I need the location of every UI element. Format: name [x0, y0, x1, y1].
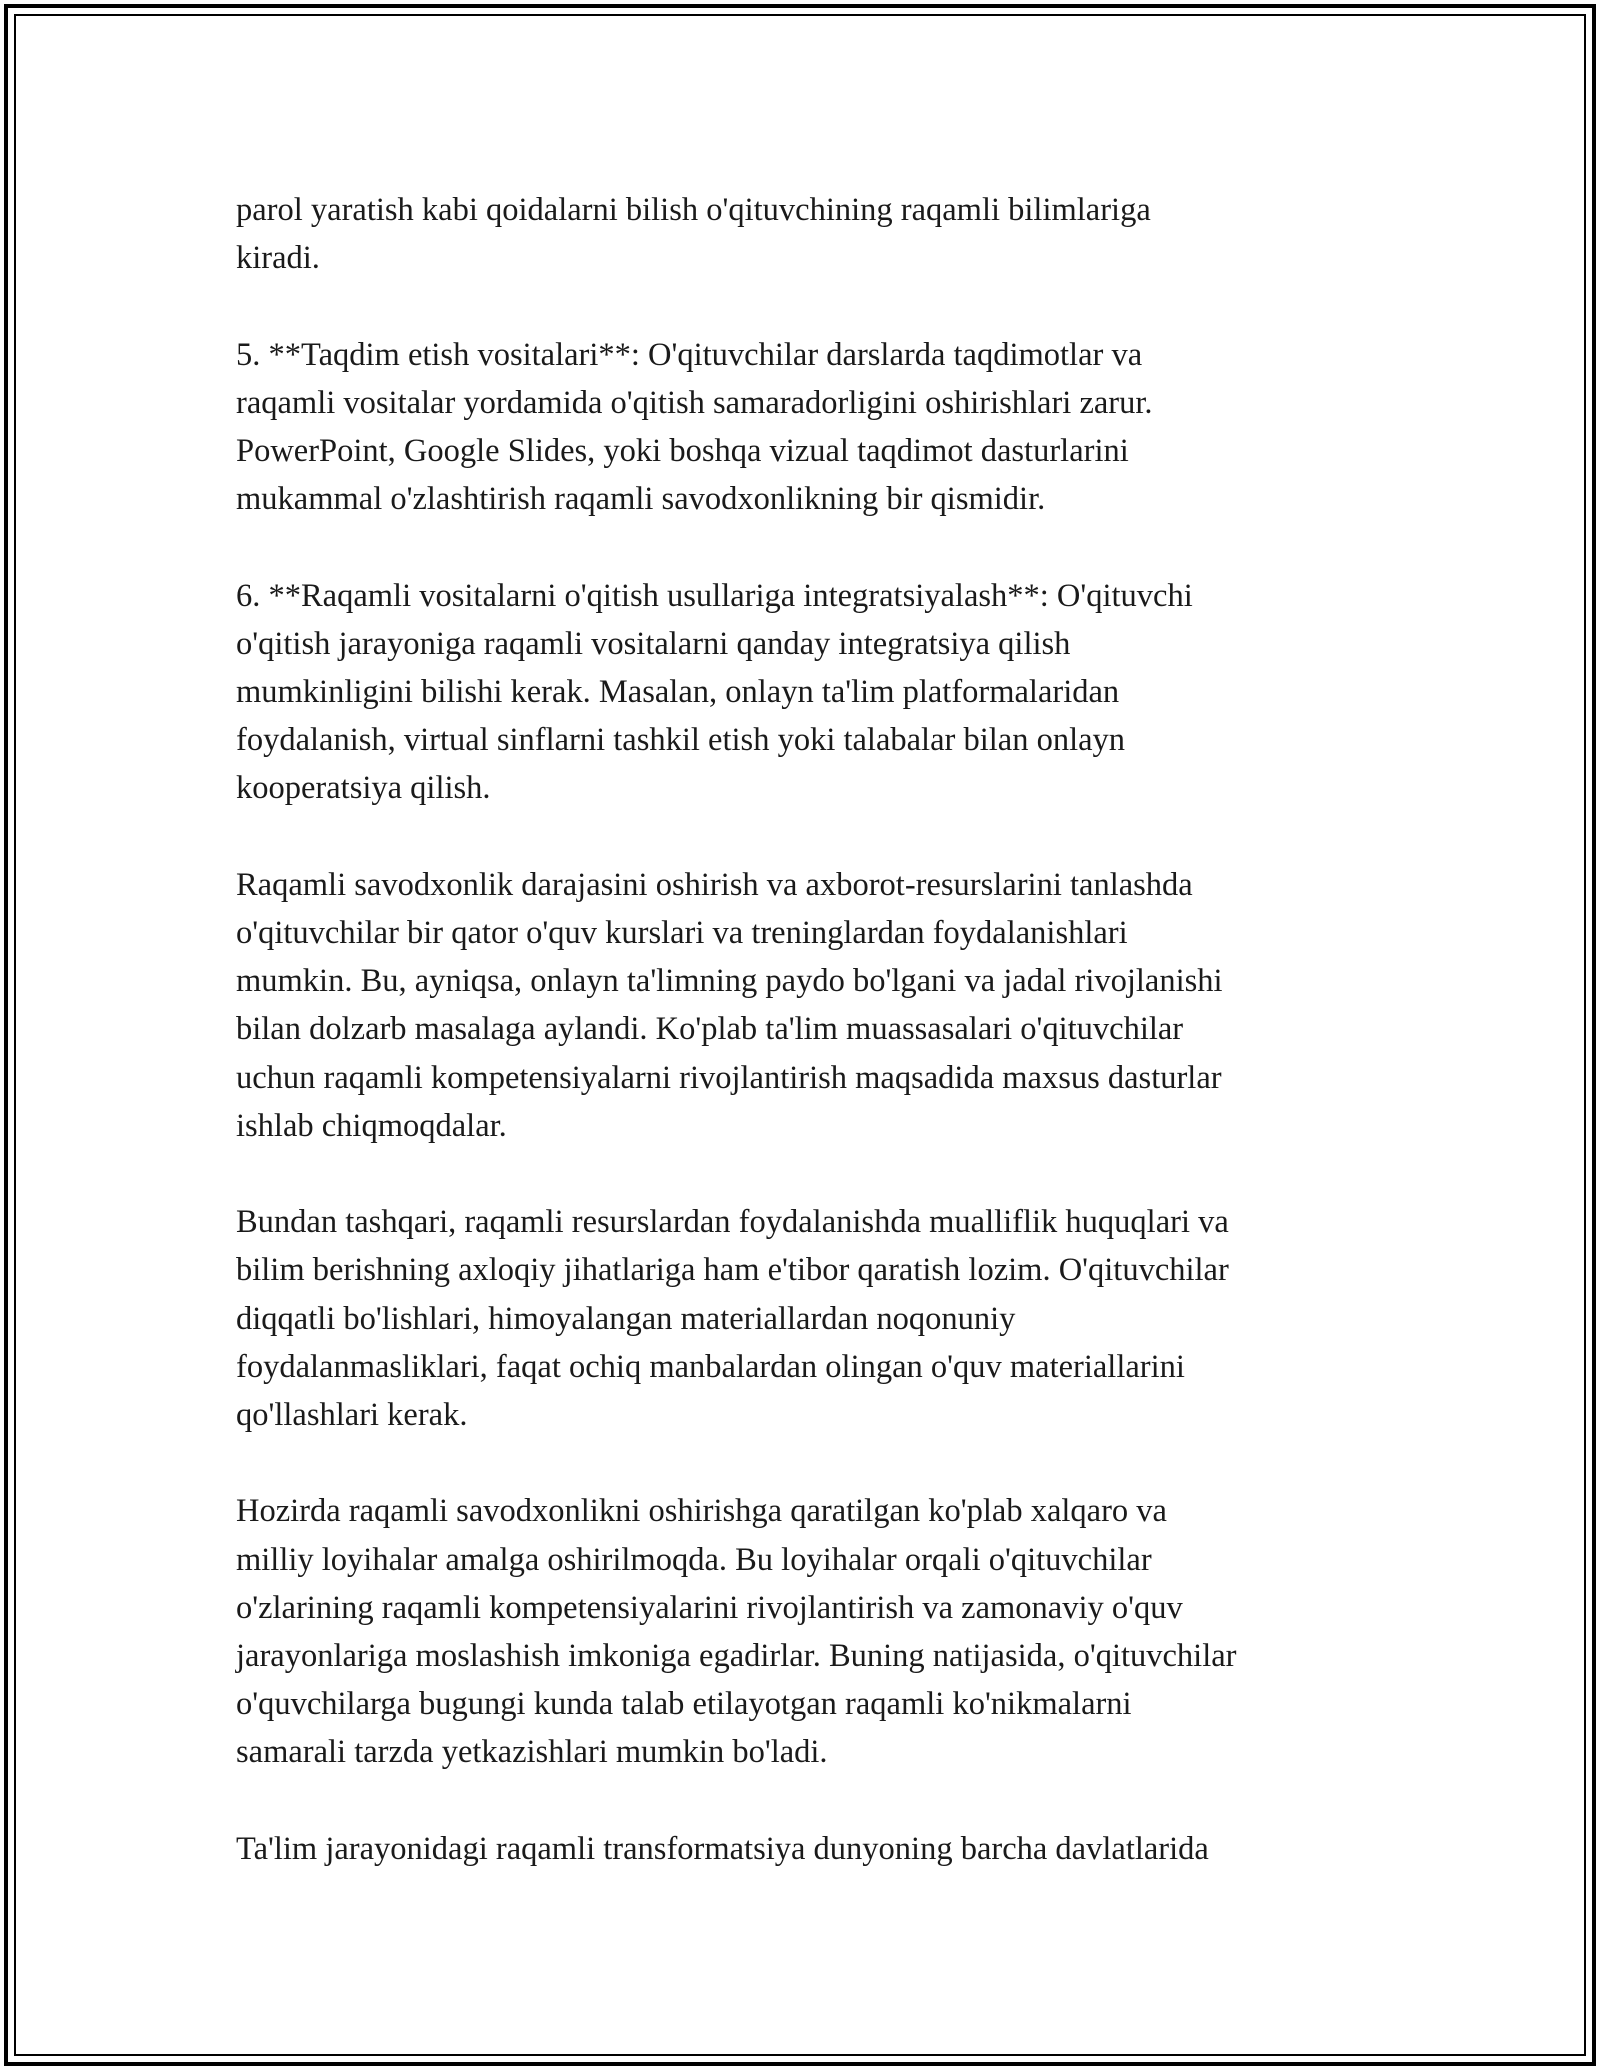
text-line: ishlab chiqmoqdalar. [236, 1107, 507, 1144]
text-line: jarayonlariga moslashish imkoniga egadirlar. Buning natijasida, o'qituvchilar [236, 1638, 1237, 1675]
text-line: Raqamli savodxonlik darajasini oshirish va axborot-resurslarini tanlashda [236, 866, 1193, 903]
text-line: kiradi. [236, 240, 320, 277]
text-line: mumkinligini bilishi kerak. Masalan, onlayn ta'lim platformalaridan [236, 674, 1120, 710]
text-line: o'zlarining raqamli kompetensiyalarini rivojlantirish va zamonaviy o'quv [236, 1589, 1183, 1626]
text-line: parol yaratish kabi qoidalarni bilish o'qituvchining raqamli bilimlariga [236, 192, 1151, 228]
paragraph-copyright [236, 1198, 1376, 1439]
text-line: milliy loyihalar amalga oshirilmoqda. Bu loyihalar orqali o'qituvchilar [236, 1541, 1152, 1578]
text-line: kooperatsiya qilish. [236, 770, 491, 807]
text-line: samarali tarzda yetkazishlari mumkin bo'ladi. [236, 1734, 828, 1771]
paragraph-training [236, 861, 1376, 1150]
paragraph-transformation [236, 1825, 1376, 1873]
paragraph-item-5 [236, 331, 1376, 524]
text-line: diqqatli bo'lishlari, himoyalangan materiallardan noqonuniy [236, 1300, 1016, 1337]
document-body [236, 186, 1376, 1921]
text-line: Hozirda raqamli savodxonlikni oshirishga qaratilgan ko'plab xalqaro va [236, 1493, 1167, 1530]
text-line: 6. **Raqamli vositalarni o'qitish usullariga integratsiyalash**: O'qituvchi [236, 577, 1193, 614]
text-line: o'qitish jarayoniga raqamli vositalarni qanday integratsiya qilish [236, 625, 1071, 662]
text-line: foydalanmasliklari, faqat ochiq manbalardan olingan o'quv materiallarini [236, 1348, 1185, 1385]
text-line: uchun raqamli kompetensiyalarni rivojlantirish maqsadida maxsus dasturlar [236, 1059, 1222, 1096]
text-line: bilim berishning axloqiy jihatlariga ham e'tibor qaratish lozim. O'qituvchilar [236, 1252, 1229, 1289]
text-line: mukammal o'zlashtirish raqamli savodxonlikning bir qismidir. [236, 481, 1046, 518]
text-line: foydalanish, virtual sinflarni tashkil etish yoki talabalar bilan onlayn [236, 722, 1126, 759]
text-line: bilan dolzarb masalaga aylandi. Ko'plab ta'lim muassasalari o'qituvchilar [236, 1011, 1184, 1048]
text-line: Bundan tashqari, raqamli resurslardan foydalanishda mualliflik huquqlari va [236, 1204, 1229, 1241]
text-line: raqamli vositalar yordamida o'qitish samaradorligini oshirishlari zarur. [236, 384, 1153, 421]
text-line: 5. **Taqdim etish vositalari**: O'qituvchilar darslarda taqdimotlar va [236, 336, 1143, 373]
text-line: o'qituvchilar bir qator o'quv kurslari va treninglardan foydalanishlari [236, 915, 1128, 951]
text-line: mumkin. Bu, ayniqsa, onlayn ta'limning paydo bo'lgani va jadal rivojlanishi [236, 963, 1223, 1000]
paragraph-continuation [236, 186, 1376, 282]
text-line: o'quvchilarga bugungi kunda talab etilayotgan raqamli ko'nikmalarni [236, 1686, 1132, 1723]
text-line: qo'llashlari kerak. [236, 1397, 468, 1434]
paragraph-item-6 [236, 572, 1376, 813]
text-line: Ta'lim jarayonidagi raqamli transformatsiya dunyoning barcha davlatlarida [236, 1830, 1209, 1867]
paragraph-projects [236, 1487, 1376, 1776]
text-line: PowerPoint, Google Slides, yoki boshqa vizual taqdimot dasturlarini [236, 433, 1129, 469]
